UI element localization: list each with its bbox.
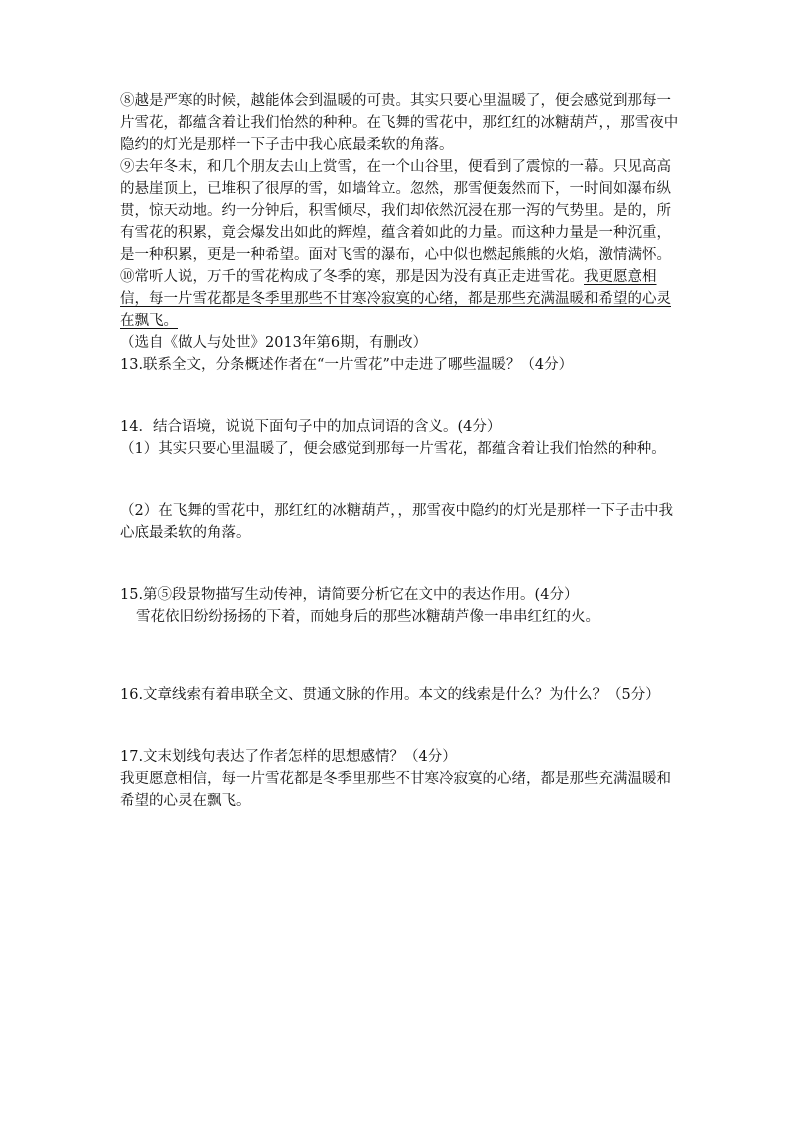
paragraph-8: ⑧越是严寒的时候，越能体会到温暖的可贵。其实只要心里温暖了，便会感觉到那每一片雪花，都蕴含着让我们怡然的种种。在飞舞的雪花中，那红红的冰糖葫芦，，那雪夜中隐约的灯光是那样一下子击中我心底最柔软的角落。 [120,93,679,153]
source-citation: （选自《做人与处世》2013年第6期，有删改） [120,335,428,351]
answer-space-13 [120,376,680,416]
question-17: 17.文末划线句表达了作者怎样的思想感情？（4分） [120,749,457,765]
answer-space-15 [120,628,680,684]
paragraph-10 [120,266,680,332]
paragraph-10-text: ⑩常听人说，万千的雪花构成了冬季的寒，那是因为没有真正走进雪花。 [120,269,584,285]
question-16: 16.文章线索有着串联全文、贯通文脉的作用。本文的线索是什么？为什么？（5分） [120,687,660,703]
question-14: 14．结合语境，说说下面句子中的加点词语的含义。(4分） [120,419,502,435]
paragraph-9: ⑨去年冬末，和几个朋友去山上赏雪，在一个山谷里，便看到了震惊的一幕。只见高高的悬崖顶上，已堆积了很厚的雪，如墙耸立。忽然，那雪便轰然而下，一时间如瀑布纵贯，惊天动地。约一分钟后，积雪倾尽，我们却依然沉浸在那一泻的气势里。是的，所有雪花的积累，竟会爆发出如此的辉煌，蕴含着如此的力量。而这种力量是一种沉重，是一种积累，更是一种希望。面对飞雪的瀑布，心中似也燃起熊熊的火焰，激情满怀。 [120,159,671,263]
underlined-sentence: 我更愿意相信，每一片雪花都是冬季里那些不甘寒冷寂寞的心绪，都是那些充满温暖和希望的心灵在飘飞。 [120,269,671,329]
question-14-part-2: （2）在飞舞的雪花中，那红红的冰糖葫芦，，那雪夜中隐约的灯光是那样一下子击中我心底最柔软的角落。 [120,503,673,541]
answer-space-16 [120,706,680,746]
answer-space-14-1 [120,460,680,500]
question-14-part-1: （1）其实只要心里温暖了，便会感觉到那每一片雪花，都蕴含着让我们怡然的种种。 [120,441,666,457]
question-15-quote: 雪花依旧纷纷扬扬的下着，而她身后的那些冰糖葫芦像一串串红红的火。 [136,609,600,625]
question-17-quote: 我更愿意相信，每一片雪花都是冬季里那些不甘寒冷寂寞的心绪，都是那些充满温暖和希望的心灵在飘飞。 [120,771,671,809]
document-content [120,90,680,812]
answer-space-14-2 [120,544,680,584]
question-15: 15.第⑤段景物描写生动传神，请简要分析它在文中的表达作用。(4分） [120,587,579,603]
question-13: 13.联系全文，分条概述作者在“一片雪花”中走进了哪些温暖？（4分） [120,357,574,373]
